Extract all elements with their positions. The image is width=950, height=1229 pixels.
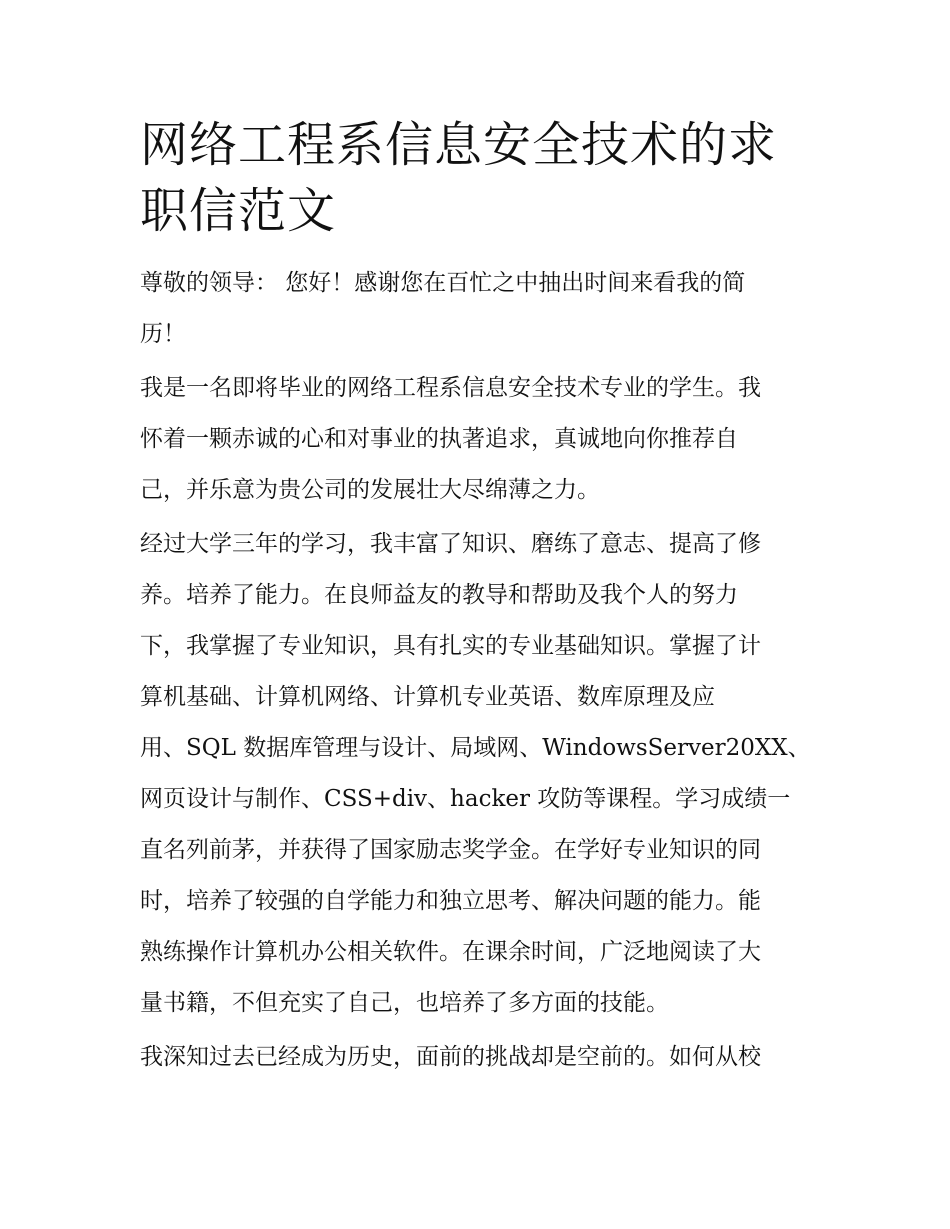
document-title	[140, 112, 816, 244]
paragraph-introduction	[140, 363, 816, 516]
document-body	[140, 112, 816, 1086]
text-line: 尊敬的领导： 您好！感谢您在百忙之中抽出时间来看我的简	[140, 270, 746, 296]
paragraph-education	[140, 519, 816, 1029]
text-line: 己，并乐意为贵公司的发展壮大尽绵薄之力。	[140, 477, 600, 503]
text-line: 网页设计与制作、CSS+div、hacker 攻防等课程。学习成绩一	[140, 786, 791, 812]
title-line: 职信范文	[140, 183, 337, 239]
title-line: 网络工程系信息安全技术的求	[140, 117, 778, 173]
text-line: 量书籍，不但充实了自己，也培养了多方面的技能。	[140, 990, 669, 1016]
text-line: 熟练操作计算机办公相关软件。在课余时间，广泛地阅读了大	[140, 939, 761, 965]
text-line: 怀着一颗赤诚的心和对事业的执著追求，真诚地向你推荐自	[140, 426, 738, 452]
text-line: 算机基础、计算机网络、计算机专业英语、数库原理及应	[140, 684, 715, 710]
text-line: 直名列前茅，并获得了国家励志奖学金。在学好专业知识的同	[140, 837, 761, 863]
paragraph-outlook	[140, 1032, 816, 1083]
text-line: 历！	[140, 321, 186, 347]
text-line: 经过大学三年的学习，我丰富了知识、磨练了意志、提高了修	[140, 531, 761, 557]
text-line: 养。培养了能力。在良师益友的教导和帮助及我个人的努力	[140, 582, 738, 608]
text-line: 我是一名即将毕业的网络工程系信息安全技术专业的学生。我	[140, 375, 761, 401]
paragraph-greeting	[140, 258, 816, 360]
text-line: 用、SQL 数据库管理与设计、局域网、WindowsServer20XX、	[140, 735, 811, 761]
text-line: 下，我掌握了专业知识，具有扎实的专业基础知识。掌握了计	[140, 633, 761, 659]
text-line: 我深知过去已经成为历史，面前的挑战却是空前的。如何从校	[140, 1044, 761, 1070]
text-line: 时，培养了较强的自学能力和独立思考、解决问题的能力。能	[140, 888, 761, 914]
